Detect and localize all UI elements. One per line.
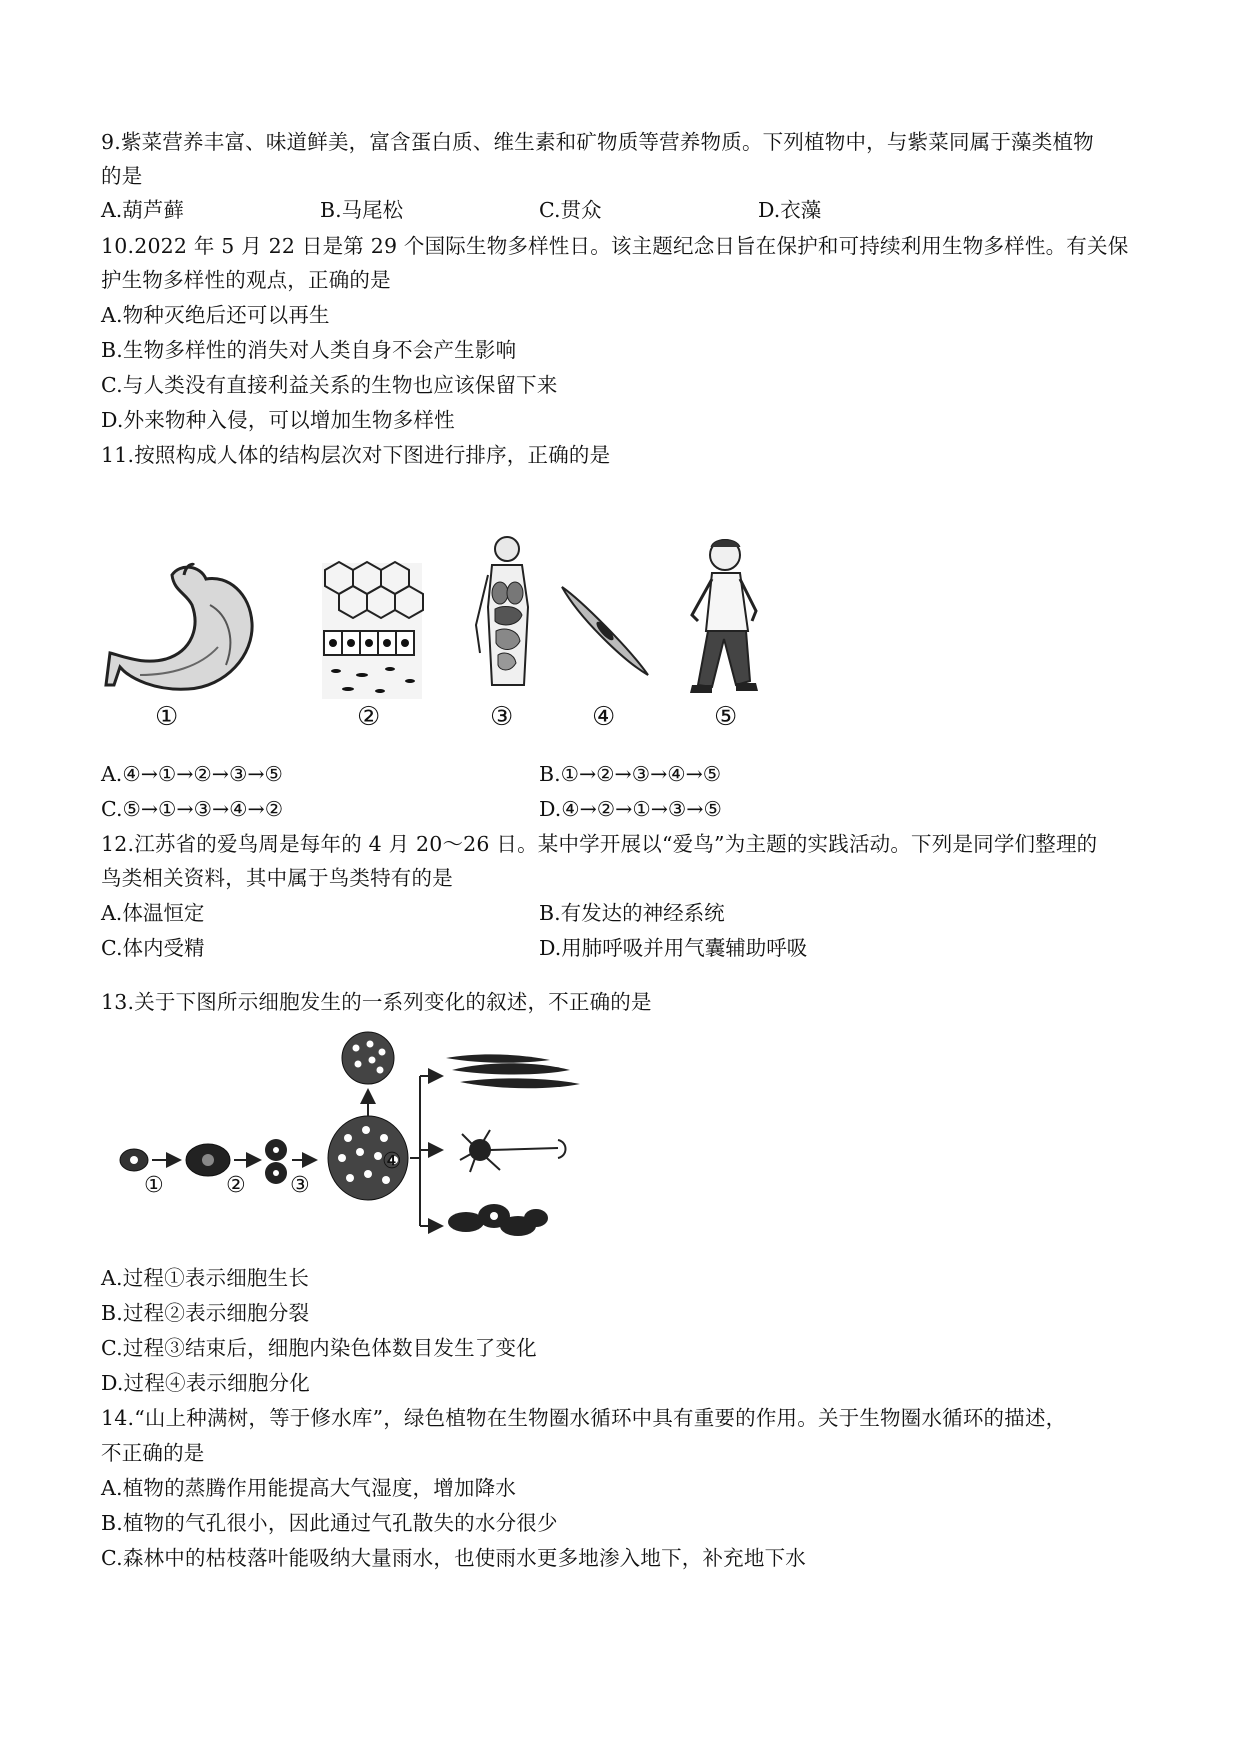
q11-structure-figure <box>100 535 860 735</box>
q11-stem: 11.按照构成人体的结构层次对下图进行排序，正确的是 <box>101 443 611 467</box>
q13-label-3: ③ <box>290 1173 310 1198</box>
q12-option-b: B.有发达的神经系统 <box>539 901 725 925</box>
q14-stem-line1: 14.“山上种满树，等于修水库”，绿色植物在生物圈水循环中具有重要的作用。关于生物圈水循环的描述， <box>101 1406 1067 1430</box>
cell-image <box>562 587 648 675</box>
single-cell-image <box>120 1149 148 1171</box>
q14-option-b: B.植物的气孔很小，因此通过气孔散失的水分很少 <box>101 1511 558 1535</box>
differentiation-arrows <box>410 1076 440 1226</box>
q11-option-a: A.④→①→②→③→⑤ <box>101 762 283 786</box>
q13-stem: 13.关于下图所示细胞发生的一系列变化的叙述，不正确的是 <box>101 990 652 1014</box>
q14-option-a: A.植物的蒸腾作用能提高大气湿度，增加降水 <box>101 1476 517 1500</box>
q12-option-a: A.体温恒定 <box>101 901 205 925</box>
connective-cells-image <box>448 1204 548 1236</box>
nerve-cell-image <box>460 1130 566 1172</box>
q12-option-d: D.用肺呼吸并用气囊辅助呼吸 <box>539 936 808 960</box>
tissue-image <box>322 562 423 699</box>
q14-option-c: C.森林中的枯枝落叶能吸纳大量雨水，也使雨水更多地渗入地下，补充地下水 <box>101 1546 806 1570</box>
q13-label-2: ② <box>226 1173 246 1198</box>
q11-option-b: B.①→②→③→④→⑤ <box>539 762 722 786</box>
stomach-organ-image <box>106 564 252 689</box>
q11-option-c: C.⑤→①→③→④→② <box>101 797 284 821</box>
q10-option-d: D.外来物种入侵，可以增加生物多样性 <box>101 408 455 432</box>
q9-stem-line2: 的是 <box>101 164 143 188</box>
q13-cell-process-figure <box>110 1030 670 1240</box>
q9-option-b: B.马尾松 <box>320 198 404 222</box>
q10-option-a: A.物种灭绝后还可以再生 <box>101 303 330 327</box>
q13-option-c: C.过程③结束后，细胞内染色体数目发生了变化 <box>101 1336 537 1360</box>
grown-cell-image <box>186 1144 230 1176</box>
q10-stem-line2: 护生物多样性的观点，正确的是 <box>101 268 391 292</box>
q13-label-4: ④ <box>382 1149 402 1174</box>
muscle-tissue-image <box>446 1054 580 1088</box>
q11-option-d: D.④→②→①→③→⑤ <box>539 797 722 821</box>
q12-option-c: C.体内受精 <box>101 936 205 960</box>
divided-cells-image <box>265 1139 287 1184</box>
q11-label-3: ③ <box>490 702 514 732</box>
q13-option-d: D.过程④表示细胞分化 <box>101 1371 310 1395</box>
q13-option-b: B.过程②表示细胞分裂 <box>101 1301 310 1325</box>
q9-option-a: A.葫芦藓 <box>101 198 184 222</box>
q10-option-c: C.与人类没有直接利益关系的生物也应该保留下来 <box>101 373 558 397</box>
top-cell-cluster-image <box>342 1032 394 1084</box>
q11-label-5: ⑤ <box>714 702 738 732</box>
q11-label-2: ② <box>357 702 381 732</box>
q13-label-1: ① <box>144 1173 164 1198</box>
q12-stem-line1: 12.江苏省的爱鸟周是每年的 4 月 20～26 日。某中学开展以“爱鸟”为主题的实践活动。下列是同学们整理的 <box>101 832 1098 856</box>
q11-label-1: ① <box>155 702 179 732</box>
q9-option-d: D.衣藻 <box>758 198 822 222</box>
human-body-image <box>690 540 758 694</box>
q9-option-c: C.贯众 <box>539 198 602 222</box>
q12-stem-line2: 鸟类相关资料，其中属于鸟类特有的是 <box>101 866 453 890</box>
q11-label-4: ④ <box>592 702 616 732</box>
q14-stem-line2: 不正确的是 <box>101 1441 205 1465</box>
q10-stem-line1: 10.2022 年 5 月 22 日是第 29 个国际生物多样性日。该主题纪念日旨在保护和可持续利用生物多样性。有关保 <box>101 234 1129 258</box>
q13-option-a: A.过程①表示细胞生长 <box>101 1266 310 1290</box>
system-image <box>476 537 528 685</box>
q9-stem-line1: 9.紫菜营养丰富、味道鲜美，富含蛋白质、维生素和矿物质等营养物质。下列植物中，与紫菜同属于藻类植物 <box>101 130 1094 154</box>
q10-option-b: B.生物多样性的消失对人类自身不会产生影响 <box>101 338 517 362</box>
